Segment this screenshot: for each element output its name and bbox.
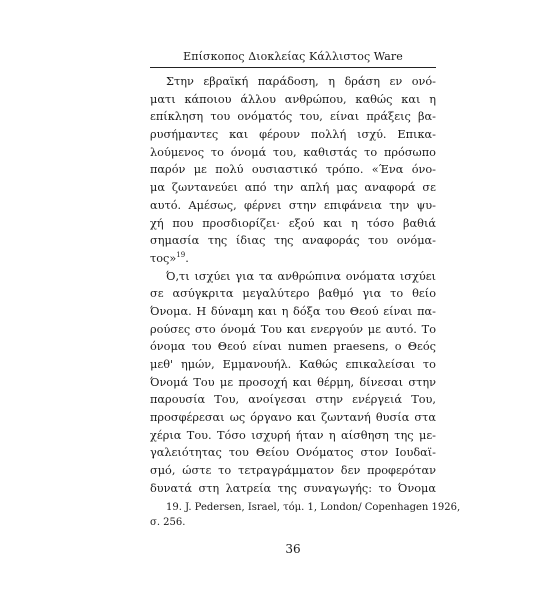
text-line: Στην εβραϊκή παράδοση, η δράση εν ονό- (166, 75, 436, 88)
text-line: τος» (150, 251, 177, 265)
text-line-last: τος»$^{19}$. (150, 251, 189, 265)
body-text (150, 73, 436, 498)
footnote-line: 19. J. Pedersen, Israel, τόμ. 1, London/ Copenhagen 1926, (166, 502, 461, 513)
text-line: χέρια Του. Τόσο ισχυρή ήταν η αίσθηση της με- (150, 428, 436, 442)
text-line: σμό, ώστε το τετραγράμματον δεν προφερόταν (150, 464, 436, 478)
page-number: 36 (285, 542, 301, 556)
text-line: αυτό. Αμέσως, φέρνει στην επιφάνεια την ψυ- (150, 198, 436, 212)
text-line: δυνατά στη λατρεία της συναγωγής: το Όνομα (150, 481, 436, 495)
text-line: ματι κάποιου άλλου ανθρώπου, καθώς και η (150, 92, 436, 106)
text-line: παρουσία Του, ανοίγεσαι στην ενέργειά Του, (150, 393, 436, 407)
text-line: ρούσες στο όνομά Του και ενεργούν με αυτό. Το (150, 322, 436, 336)
text-line: σε ασύγκριτα μεγαλύτερο βαθμό για το θείο (150, 287, 436, 301)
text-line: μα ζωντανεύει από την απλή μας αναφορά σε (150, 181, 436, 195)
footnote-line: σ. 256. (150, 517, 186, 528)
text-line: προσφέρεσαι ως όργανο και ζωντανή θυσία στα (150, 411, 436, 425)
text-line: Ό,τι ισχύει για τα ανθρώπινα ονόματα ισχύει (166, 269, 436, 283)
header-rule (150, 67, 436, 68)
text-line: μεθ' ημών, Εμμανουήλ. Καθώς επικαλείσαι το (150, 358, 436, 371)
running-head: Επίσκοπος Διοκλείας Κάλλιστος Ware (183, 50, 403, 63)
footnote-reference[interactable]: 19 (176, 251, 186, 260)
text-line: λούμενος το όνομά του, καθιστάς το πρόσωπο (150, 145, 436, 159)
text-line: σημασία της ίδιας της αναφοράς του ονόμα- (150, 234, 436, 248)
text-line: όνομα του Θεού είναι numen praesens, ο Θεός (150, 340, 436, 354)
footnote (150, 500, 461, 530)
text-line: επίκληση του ονόματός του, είναι πράξεις βα- (150, 110, 436, 124)
text-line: Όνομά Του με προσοχή και θέρμη, δίνεσαι στην (150, 375, 436, 389)
text-line: χή που προσδιορίζει· εξού και η τόσο βαθιά (150, 216, 436, 230)
text-line: Όνομα. Η δύναμη και η δόξα του Θεού είναι πα- (150, 304, 436, 318)
text-line: γαλειότητας του Θείου Ονόματος στον Ιουδαϊ- (150, 446, 436, 460)
text-line: παρόν με πολύ ουσιαστικό τρόπο. «Ένα όνο- (150, 163, 436, 177)
text-line: ρυσήμαντες και φέρουν πολλή ισχύ. Επικα- (150, 128, 436, 142)
